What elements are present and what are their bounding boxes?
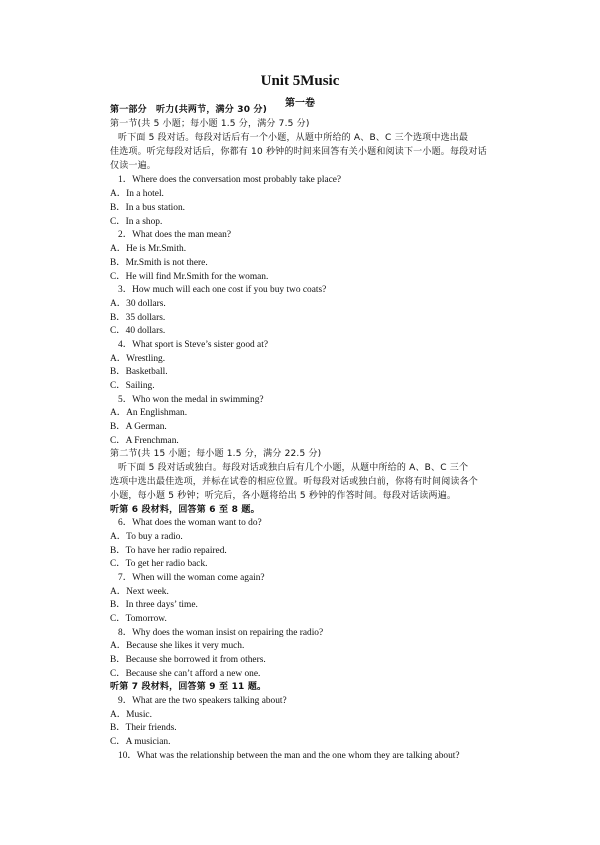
option: A．Wrestling. xyxy=(110,354,166,364)
question-5: 5．Who won the medal in swimming? xyxy=(118,395,264,405)
option: A．An Englishman. xyxy=(110,408,188,418)
option: A．Because she likes it very much. xyxy=(110,641,245,651)
material-7-heading: 听第 7 段材料，回答第 9 至 11 题。 xyxy=(110,682,267,692)
question-10: 10．What was the relationship between the man and the one whom they are talking about? xyxy=(118,751,460,761)
question-9: 9．What are the two speakers talking about? xyxy=(118,696,287,706)
section1-instruction-line: 佳选项。听完每段对话后，你都有 10 秒钟的时间来回答有关小题和阅读下一小题。每段对话 xyxy=(110,147,487,157)
question-1: 1．Where does the conversation most probably take place? xyxy=(118,175,342,185)
option: A．In a hotel. xyxy=(110,189,164,199)
option: A．He is Mr.Smith. xyxy=(110,244,187,254)
option: B．A German. xyxy=(110,422,167,432)
question-8: 8．Why does the woman insist on repairing the radio? xyxy=(118,628,324,638)
option: B．Because she borrowed it from others. xyxy=(110,655,266,665)
option: C．Tomorrow. xyxy=(110,614,167,624)
section1-heading: 第一节(共 5 小题；每小题 1.5 分，满分 7.5 分) xyxy=(110,119,310,129)
section2-heading: 第二节(共 15 小题；每小题 1.5 分，满分 22.5 分) xyxy=(110,449,322,459)
option: C．Because she can’t afford a new one. xyxy=(110,669,261,679)
option: B．35 dollars. xyxy=(110,313,166,323)
option: C．40 dollars. xyxy=(110,326,166,336)
section2-instruction-line: 选项中选出最佳选项，并标在试卷的相应位置。听每段对话或独白前，你将有时间阅读各个 xyxy=(110,477,479,487)
option: B．Mr.Smith is not there. xyxy=(110,258,208,268)
question-4: 4．What sport is Steve’s sister good at? xyxy=(118,340,268,350)
option: B．In a bus station. xyxy=(110,203,185,213)
section1-instruction-line: 听下面 5 段对话。每段对话后有一个小题，从题中所给的 A、B、C 三个选项中选出最 xyxy=(118,133,469,143)
option: A．30 dollars. xyxy=(110,299,166,309)
question-2: 2．What does the man mean? xyxy=(118,230,231,240)
page-subtitle: 第一卷 xyxy=(285,98,315,109)
question-6: 6．What does the woman want to do? xyxy=(118,518,262,528)
option: C．Sailing. xyxy=(110,381,155,391)
question-7: 7．When will the woman come again? xyxy=(118,573,265,583)
part1-heading: 第一部分 听力(共两节，满分 30 分) xyxy=(110,105,268,115)
section2-instruction-line: 听下面 5 段对话或独白。每段对话或独白后有几个小题，从题中所给的 A、B、C 三个 xyxy=(118,463,469,473)
option: A．Next week. xyxy=(110,587,169,597)
material-6-heading: 听第 6 段材料，回答第 6 至 8 题。 xyxy=(110,505,260,515)
option: C．To get her radio back. xyxy=(110,559,208,569)
option: C．A Frenchman. xyxy=(110,436,179,446)
page-title: Unit 5Music xyxy=(260,73,340,89)
option: B．Their friends. xyxy=(110,723,177,733)
option: A．To buy a radio. xyxy=(110,532,183,542)
question-3: 3．How much will each one cost if you buy two coats? xyxy=(118,285,327,295)
section2-instruction-line: 小题，每小题 5 秒钟；听完后，各小题将给出 5 秒钟的作答时间。每段对话读两遍。 xyxy=(110,491,457,501)
option: C．A musician. xyxy=(110,737,171,747)
option: B．To have her radio repaired. xyxy=(110,546,227,556)
section1-instruction-line: 仅读一遍。 xyxy=(110,161,157,171)
option: C．He will find Mr.Smith for the woman. xyxy=(110,272,269,282)
option: A．Music. xyxy=(110,710,152,720)
option: B．In three days’ time. xyxy=(110,600,198,610)
option: C．In a shop. xyxy=(110,217,163,227)
option: B．Basketball. xyxy=(110,367,168,377)
